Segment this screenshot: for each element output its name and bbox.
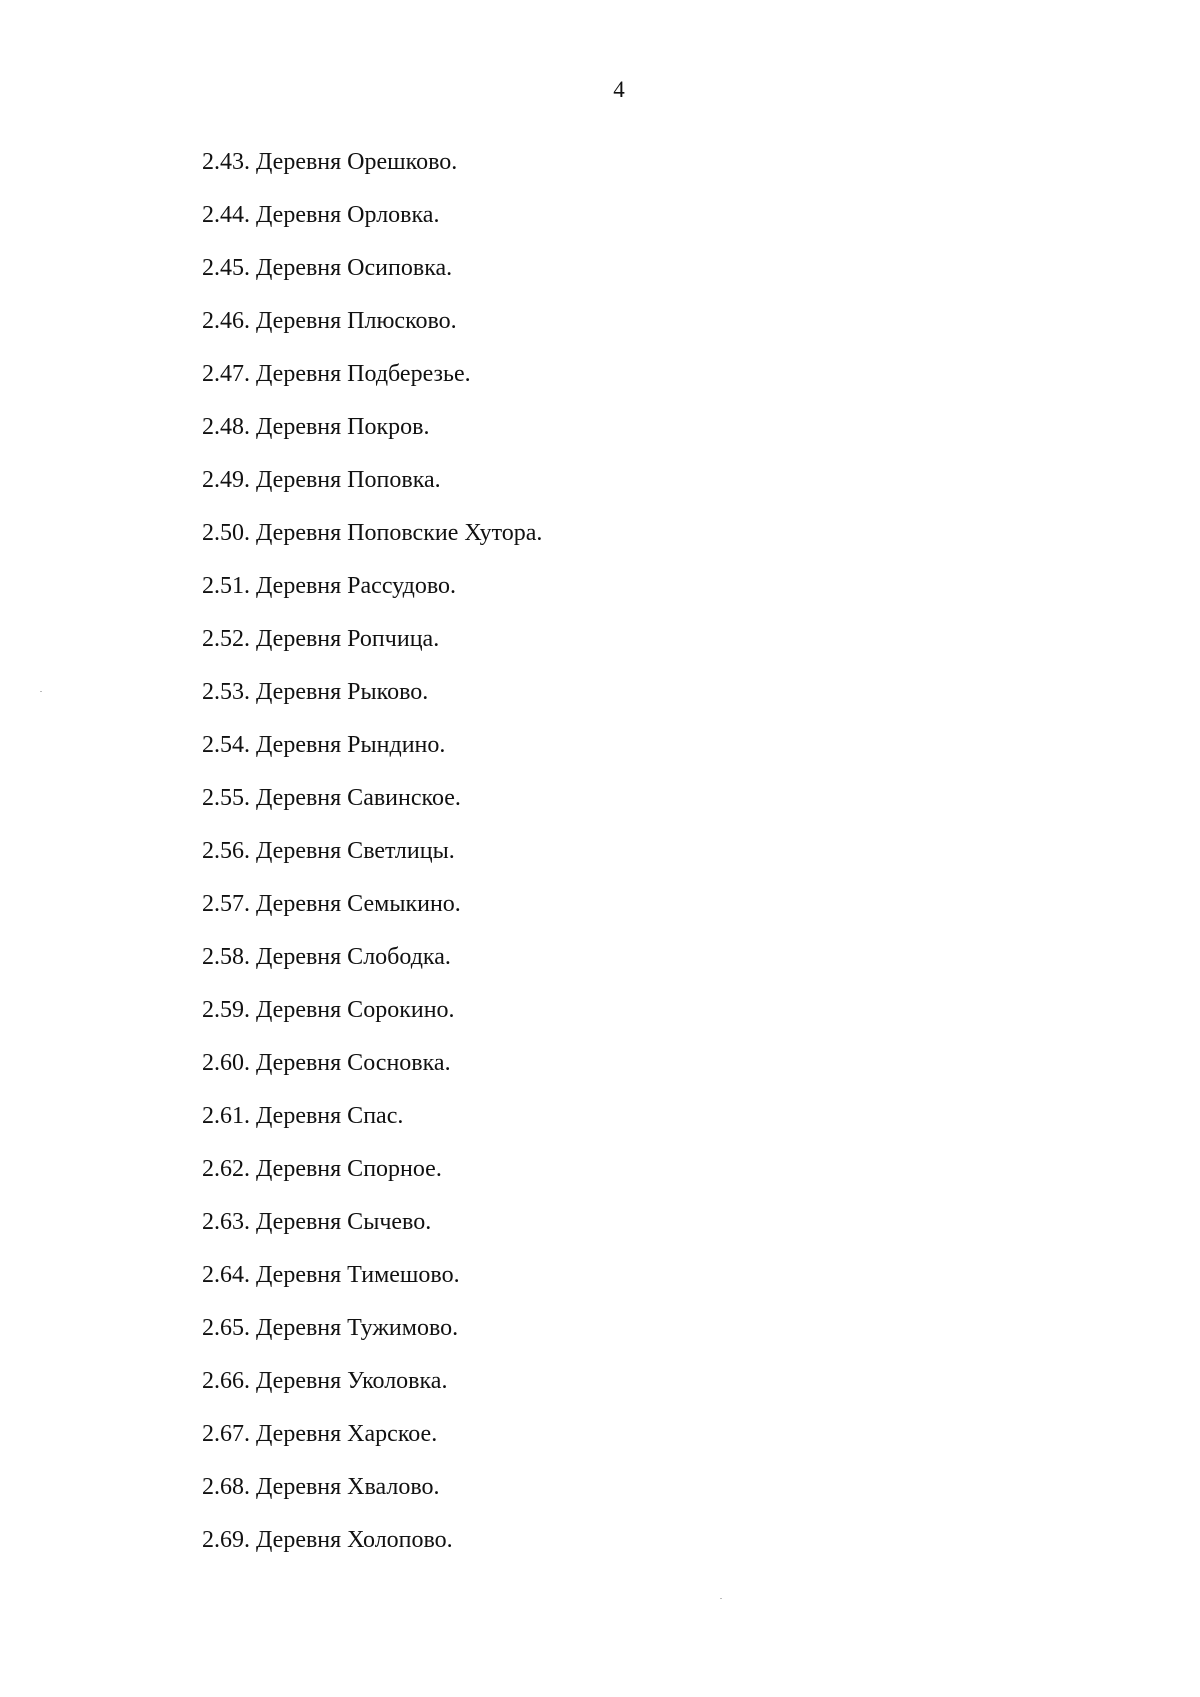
list-item	[202, 362, 542, 415]
item-number: 2.43.	[202, 149, 250, 175]
item-text: Деревня Сорокино.	[256, 997, 455, 1023]
item-text: Деревня Подберезье.	[256, 361, 471, 387]
list-item	[202, 998, 542, 1051]
item-text: Деревня Спорное.	[256, 1156, 442, 1182]
list-item	[202, 839, 542, 892]
item-text: Деревня Поповские Хутора.	[256, 520, 543, 546]
list-item	[202, 1369, 542, 1422]
list-item	[202, 521, 542, 574]
settlement-list	[202, 150, 542, 1581]
list-item	[202, 203, 542, 256]
item-text: Деревня Светлицы.	[256, 838, 455, 864]
item-number: 2.52.	[202, 626, 250, 652]
item-number: 2.47.	[202, 361, 250, 387]
item-number: 2.67.	[202, 1421, 250, 1447]
item-text: Деревня Семыкино.	[256, 891, 461, 917]
item-text: Деревня Плюсково.	[256, 308, 457, 334]
list-item	[202, 892, 542, 945]
item-text: Деревня Сычево.	[256, 1209, 432, 1235]
item-number: 2.63.	[202, 1209, 250, 1235]
item-number: 2.55.	[202, 785, 250, 811]
item-number: 2.51.	[202, 573, 250, 599]
item-number: 2.62.	[202, 1156, 250, 1182]
item-text: Деревня Орешково.	[256, 149, 458, 175]
item-number: 2.48.	[202, 414, 250, 440]
item-text: Деревня Холопово.	[256, 1527, 453, 1553]
list-item	[202, 1316, 542, 1369]
item-text: Деревня Поповка.	[256, 467, 441, 493]
list-item	[202, 733, 542, 786]
item-number: 2.46.	[202, 308, 250, 334]
item-text: Деревня Спас.	[256, 1103, 404, 1129]
item-number: 2.54.	[202, 732, 250, 758]
item-number: 2.64.	[202, 1262, 250, 1288]
item-number: 2.66.	[202, 1368, 250, 1394]
item-number: 2.69.	[202, 1527, 250, 1553]
list-item	[202, 415, 542, 468]
item-number: 2.45.	[202, 255, 250, 281]
list-item	[202, 1104, 542, 1157]
list-item	[202, 574, 542, 627]
item-text: Деревня Харское.	[256, 1421, 438, 1447]
item-text: Деревня Слободка.	[256, 944, 451, 970]
list-item	[202, 1051, 542, 1104]
item-text: Деревня Орловка.	[256, 202, 440, 228]
item-number: 2.58.	[202, 944, 250, 970]
list-item	[202, 1210, 542, 1263]
item-text: Деревня Тужимово.	[256, 1315, 459, 1341]
list-item	[202, 680, 542, 733]
list-item	[202, 1263, 542, 1316]
item-text: Деревня Рыково.	[256, 679, 429, 705]
list-item	[202, 1157, 542, 1210]
item-number: 2.60.	[202, 1050, 250, 1076]
list-item	[202, 1475, 542, 1528]
item-number: 2.50.	[202, 520, 250, 546]
item-text: Деревня Хвалово.	[256, 1474, 440, 1500]
list-item	[202, 786, 542, 839]
list-item	[202, 945, 542, 998]
list-item	[202, 150, 542, 203]
item-number: 2.49.	[202, 467, 250, 493]
item-number: 2.59.	[202, 997, 250, 1023]
item-number: 2.56.	[202, 838, 250, 864]
list-item	[202, 468, 542, 521]
item-text: Деревня Сосновка.	[256, 1050, 451, 1076]
list-item	[202, 1422, 542, 1475]
scan-speck	[40, 691, 42, 692]
item-number: 2.44.	[202, 202, 250, 228]
item-number: 2.53.	[202, 679, 250, 705]
item-number: 2.57.	[202, 891, 250, 917]
item-text: Деревня Покров.	[256, 414, 430, 440]
item-number: 2.65.	[202, 1315, 250, 1341]
item-text: Деревня Рассудово.	[256, 573, 457, 599]
list-item	[202, 627, 542, 680]
scan-speck	[720, 1598, 722, 1599]
list-item	[202, 256, 542, 309]
item-text: Деревня Уколовка.	[256, 1368, 448, 1394]
item-number: 2.61.	[202, 1103, 250, 1129]
item-text: Деревня Савинское.	[256, 785, 461, 811]
item-text: Деревня Осиповка.	[256, 255, 453, 281]
item-text: Деревня Тимешово.	[256, 1262, 460, 1288]
item-number: 2.68.	[202, 1474, 250, 1500]
item-text: Деревня Рындино.	[256, 732, 446, 758]
page-number: 4	[613, 77, 625, 102]
item-text: Деревня Ропчица.	[256, 626, 440, 652]
list-item	[202, 1528, 542, 1581]
list-item	[202, 309, 542, 362]
